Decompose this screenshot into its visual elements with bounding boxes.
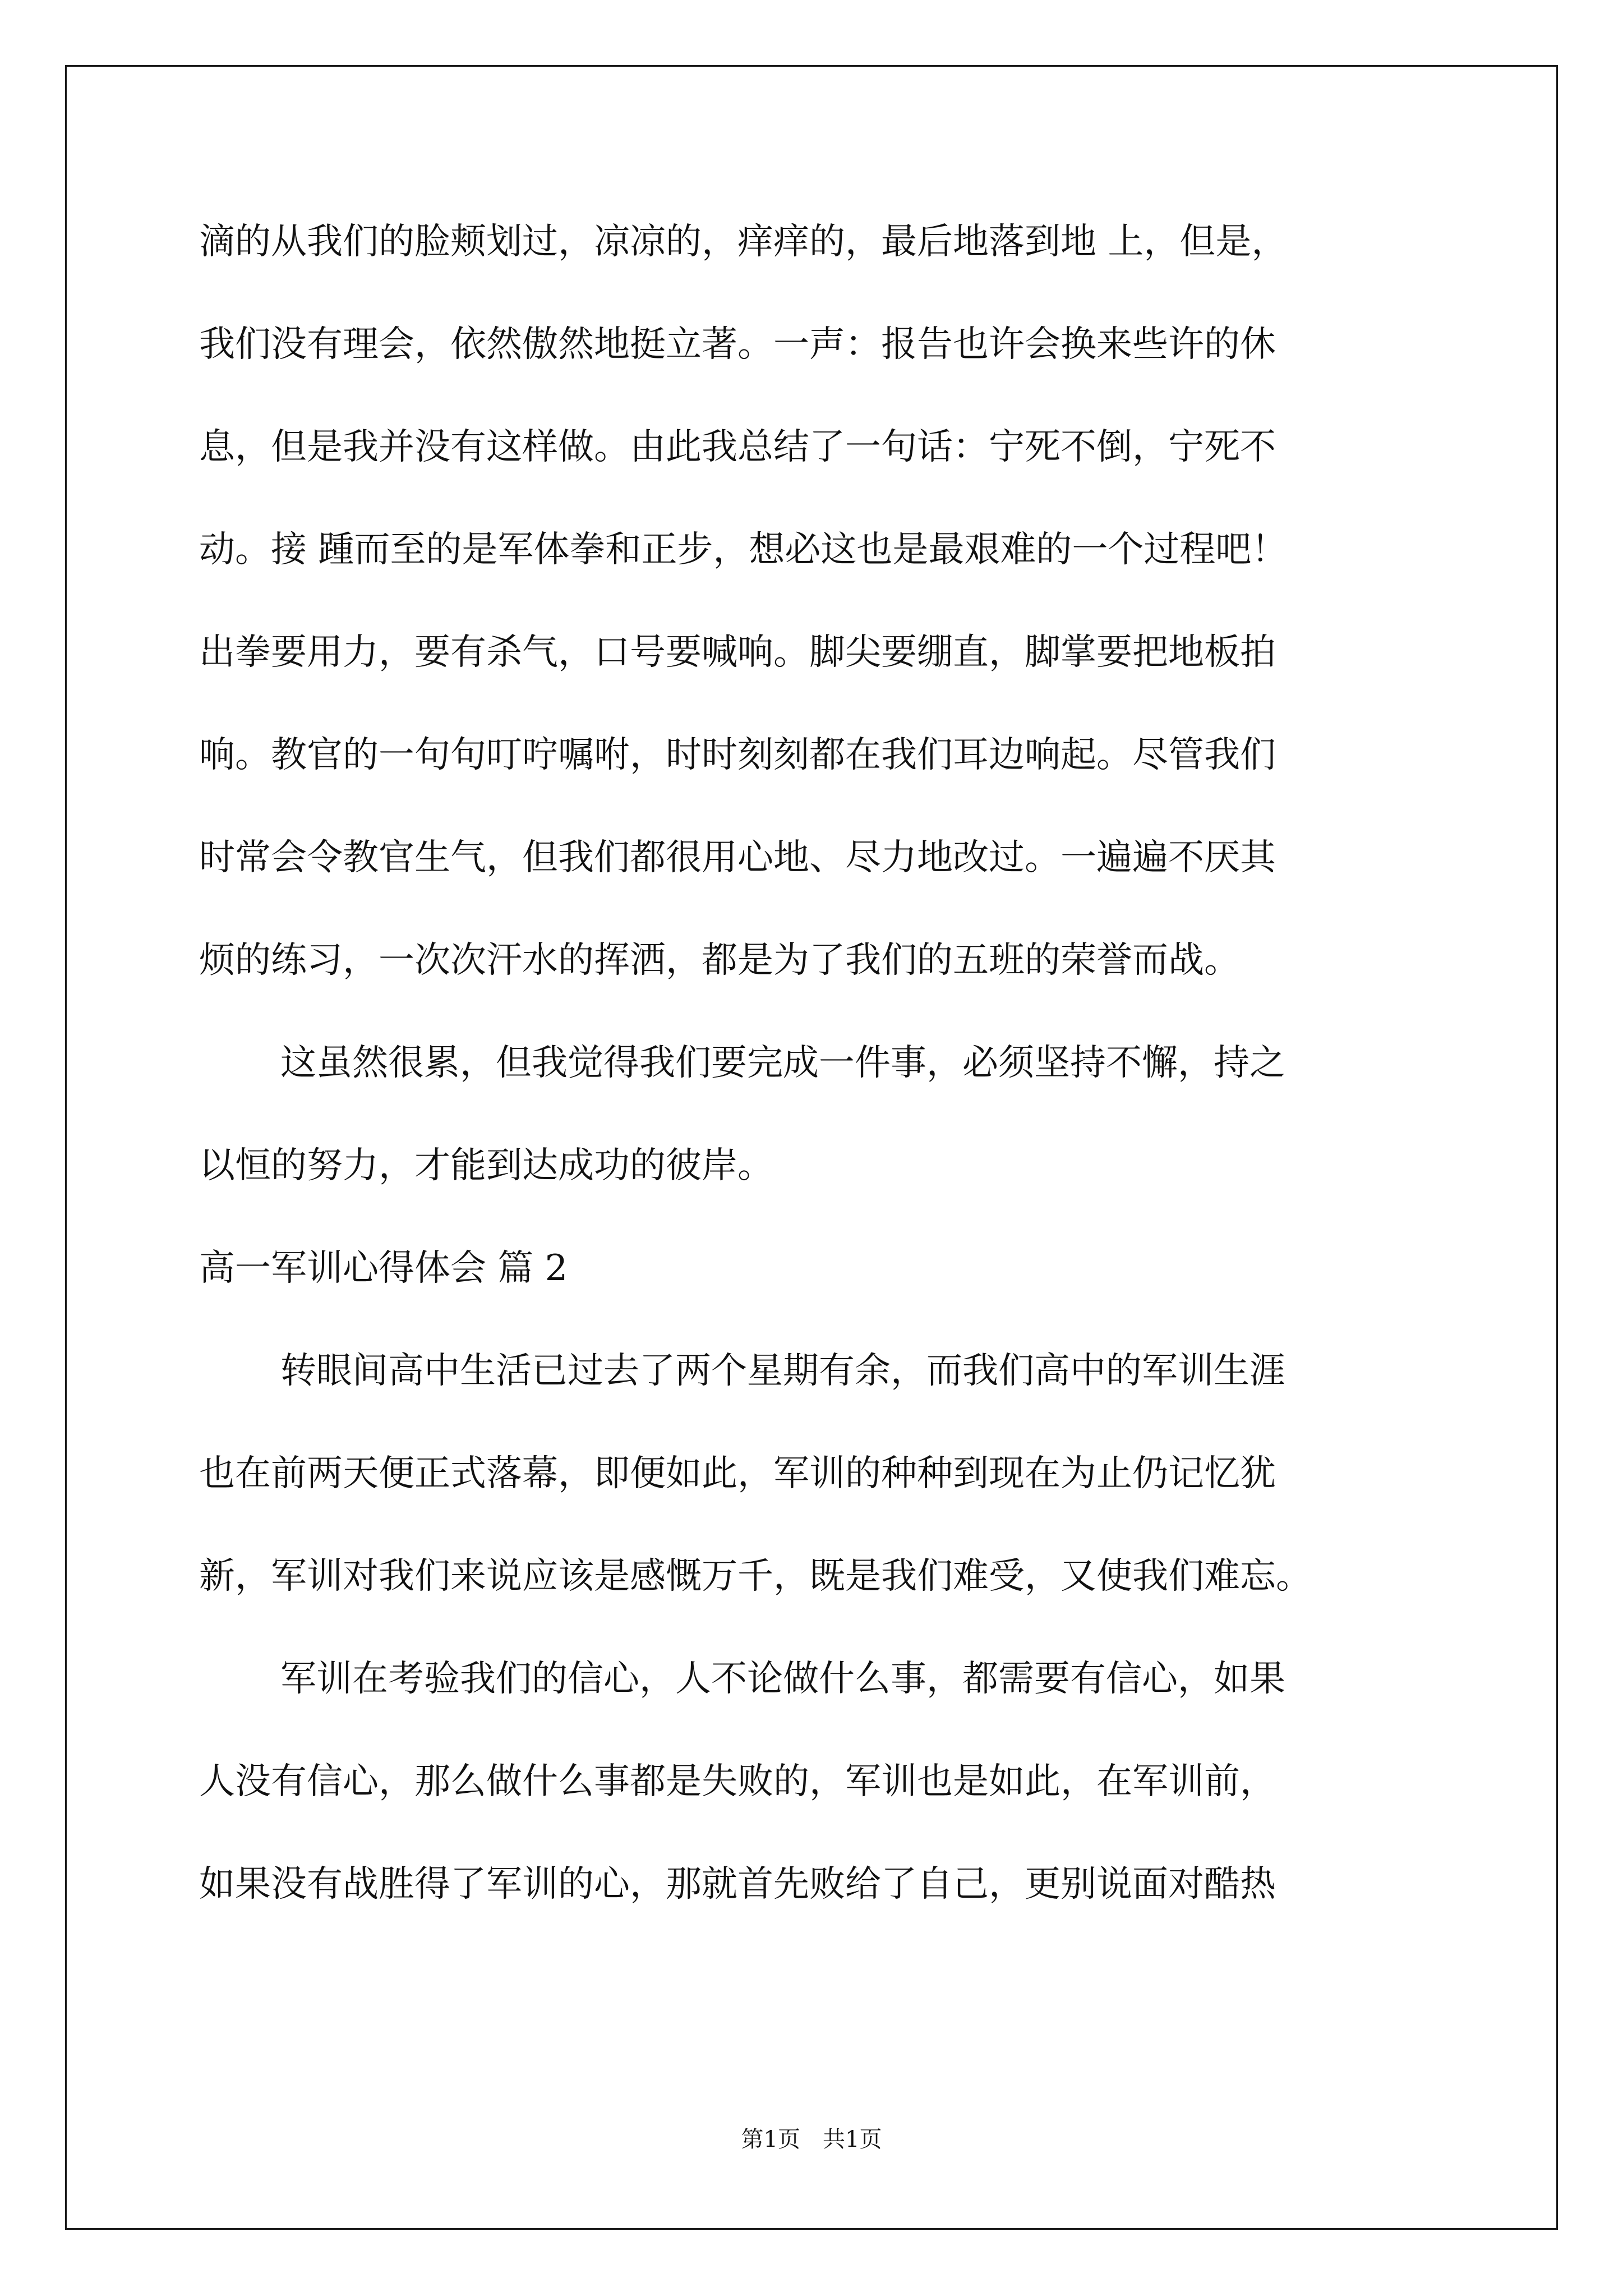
text-line: 也在前两天便正式落幕，即便如此，军训的种种到现在为止仍记忆犹: [199, 1453, 1276, 1494]
text-line: 如果没有战胜得了军训的心，那就首先败给了自己，更别说面对酷热: [199, 1864, 1276, 1905]
text-line: 时常会令教官生气，但我们都很用心地、尽力地改过。一遍遍不厌其: [199, 837, 1276, 878]
text-line: 息，但是我并没有这样做。由此我总结了一句话：宁死不倒，宁死不: [199, 426, 1276, 468]
paragraph-first-line: 军训在考验我们的信心，人不论做什么事，都需要有信心，如果: [280, 1658, 1285, 1700]
paragraph-first-line: 这虽然很累，但我觉得我们要完成一件事，必须坚持不懈，持之: [280, 1042, 1285, 1084]
section-heading: 高一军训心得体会 篇 2: [199, 1248, 568, 1289]
text-line: 出拳要用力，要有杀气，口号要喊响。脚尖要绷直，脚掌要把地板拍: [199, 632, 1276, 673]
text-line: 响。教官的一句句叮咛嘱咐，时时刻刻都在我们耳边响起。尽管我们: [199, 734, 1276, 776]
document-body: [199, 191, 1455, 1936]
paragraph-first-line: 转眼间高中生活已过去了两个星期有余，而我们高中的军训生涯: [280, 1350, 1285, 1392]
text-line: 新，军训对我们来说应该是感慨万千，既是我们难受，又使我们难忘。: [199, 1556, 1312, 1597]
text-line: 人没有信心，那么做什么事都是失败的，军训也是如此，在军训前，: [199, 1761, 1276, 1802]
text-line: 我们没有理会，依然傲然地挺立著。一声：报告也许会换来些许的休: [199, 324, 1276, 365]
text-line: 动。接 踵而至的是军体拳和正步，想必这也是最艰难的一个过程吧！: [199, 529, 1288, 570]
page-number-footer: 第1页 共1页: [741, 2127, 882, 2152]
text-line: 滴的从我们的脸颊划过，凉凉的，痒痒的，最后地落到地 上，但是，: [199, 221, 1288, 263]
text-line: 烦的练习，一次次汗水的挥洒，都是为了我们的五班的荣誉而战。: [199, 940, 1240, 981]
text-line: 以恒的努力，才能到达成功的彼岸。: [199, 1145, 773, 1186]
